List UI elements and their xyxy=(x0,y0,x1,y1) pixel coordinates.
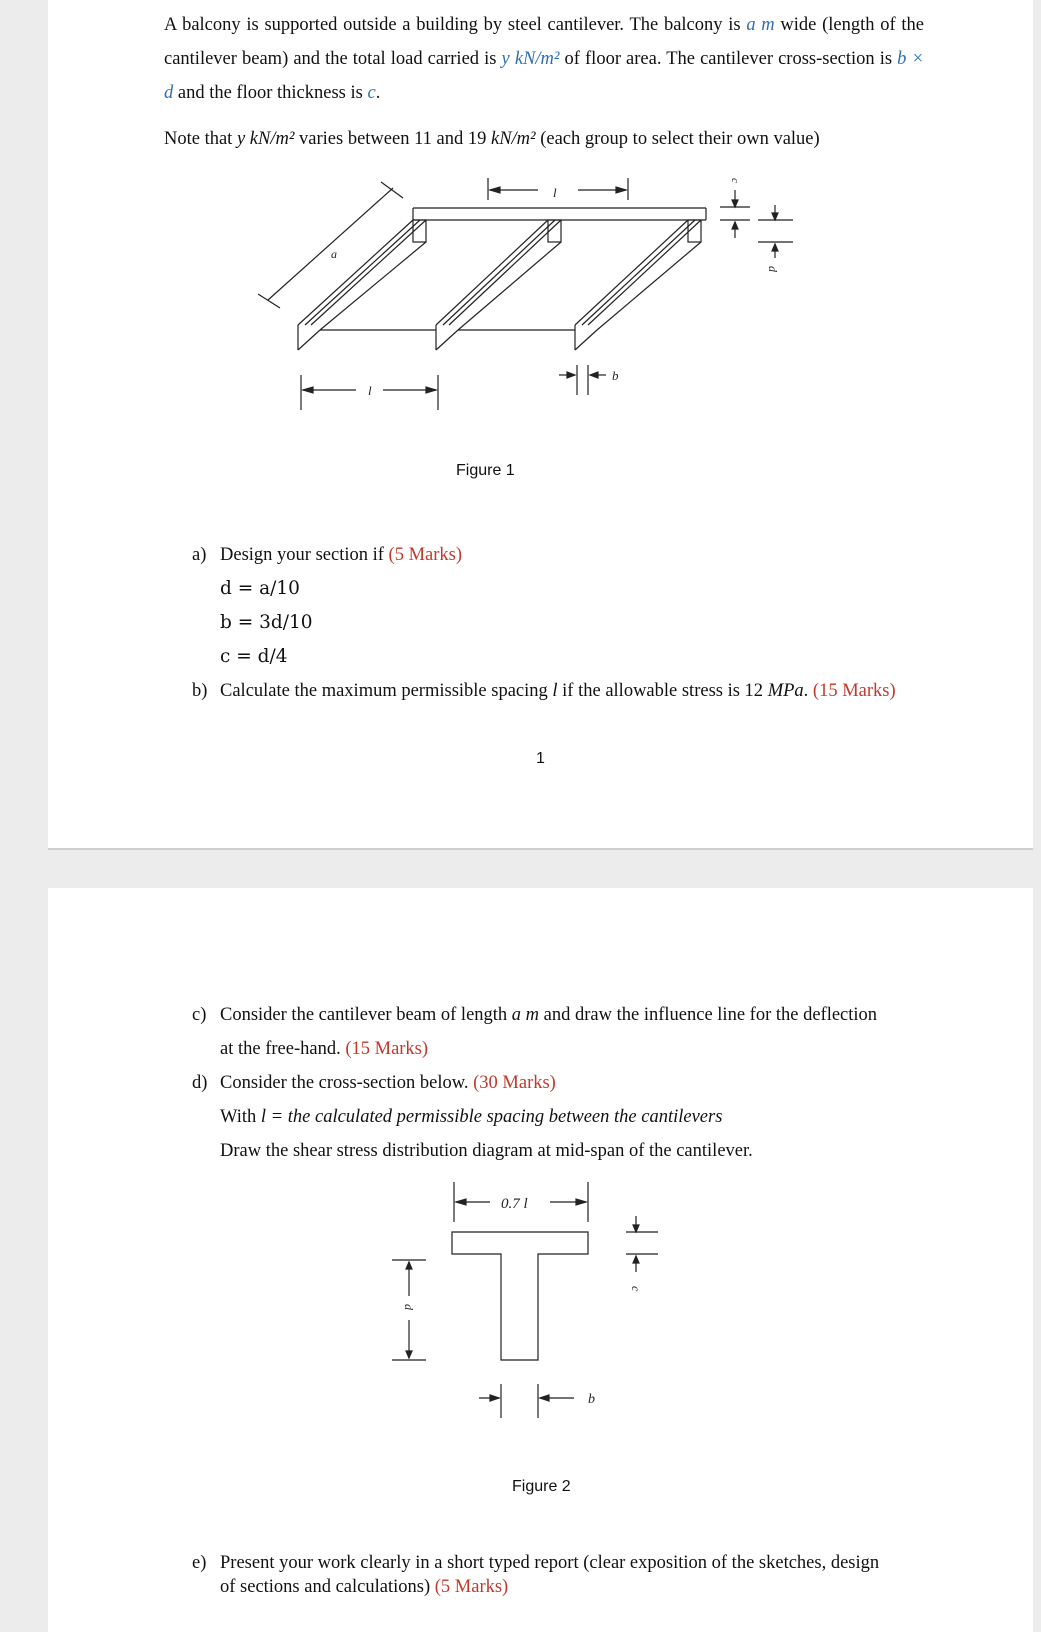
beam-3-edge xyxy=(575,330,597,350)
note-text-1: Note that xyxy=(164,129,237,149)
intro-text-2: wide (length of the cantilever beam) and the total load carried is xyxy=(164,15,924,69)
question-b-var-l: l xyxy=(552,681,558,701)
formula-d: d = a/10 xyxy=(220,578,300,599)
question-c-text-1: Consider the cantilever beam of length xyxy=(220,1005,512,1025)
beam-1-edge xyxy=(298,330,320,350)
formula-b: b = 3d/10 xyxy=(220,612,313,633)
label-l-bottom: l xyxy=(368,383,372,398)
question-a-body: Design your section if xyxy=(220,545,389,565)
note-text-3: (each group to select their own value) xyxy=(535,129,820,149)
question-d-with-equation: l = the calculated permissible spacing between the cantilevers xyxy=(260,1107,723,1127)
label-a: a xyxy=(331,247,337,261)
t-section-outline xyxy=(452,1232,588,1360)
arrow-head xyxy=(576,1199,586,1205)
question-d-label: d) xyxy=(192,1073,208,1093)
question-e-line-1: Present your work clearly in a short typed report (clear exposition of the sketches, design xyxy=(220,1553,880,1573)
beam-1-edge xyxy=(305,220,420,325)
label-c: c xyxy=(729,178,741,183)
label-c: c xyxy=(629,1286,643,1292)
question-d-line-1 xyxy=(220,1066,556,1100)
question-a-label: a) xyxy=(192,545,207,565)
note-paragraph xyxy=(164,122,964,156)
page-2 xyxy=(48,888,1033,1632)
arrow-head xyxy=(732,200,738,207)
question-d-marks: (30 Marks) xyxy=(473,1073,556,1093)
question-e-marks: (5 Marks) xyxy=(434,1577,509,1597)
question-a-marks: (5 Marks) xyxy=(388,545,462,565)
label-l-top: l xyxy=(553,185,557,200)
arrow-head xyxy=(772,213,778,220)
arrow-head xyxy=(616,187,626,193)
question-c xyxy=(192,998,992,1066)
question-d xyxy=(192,1066,992,1168)
question-e-line-2 xyxy=(220,1570,508,1604)
beam-1-edge xyxy=(298,220,413,325)
question-d-text: Consider the cross-section below. xyxy=(220,1073,474,1093)
intro-paragraph xyxy=(164,8,924,110)
arrow-head xyxy=(490,1395,499,1401)
arrow-head xyxy=(540,1395,549,1401)
dim-a-line xyxy=(268,188,393,300)
label-d: d xyxy=(402,1304,416,1310)
arrow-head xyxy=(633,1256,639,1263)
arrow-head xyxy=(567,372,575,378)
question-b-text-2: if the allowable stress is 12 xyxy=(557,681,768,701)
beam-2-edge xyxy=(449,220,561,325)
question-c-label: c) xyxy=(192,1005,207,1025)
arrow-head xyxy=(490,187,500,193)
arrow-head xyxy=(426,387,436,393)
beam-2-edge xyxy=(458,242,561,330)
beam-2-edge xyxy=(443,220,555,325)
question-e-label: e) xyxy=(192,1553,207,1573)
var-c: c xyxy=(367,83,376,103)
arrow-head xyxy=(633,1225,639,1232)
formula-c: c = d/4 xyxy=(220,646,288,667)
label-0.7l: 0.7 l xyxy=(501,1196,528,1212)
beam-2-edge xyxy=(436,220,548,325)
figure-1-caption: Figure 1 xyxy=(456,462,515,479)
page-number: 1 xyxy=(536,750,545,767)
var-bd: b × d xyxy=(164,49,924,103)
question-e xyxy=(192,1546,992,1614)
beam-2-edge xyxy=(436,330,458,350)
dim-tick xyxy=(258,294,280,308)
question-c-var-a: a m xyxy=(511,1005,540,1025)
figure-2-caption: Figure 2 xyxy=(512,1478,571,1495)
label-b: b xyxy=(612,368,619,383)
question-a xyxy=(192,538,952,572)
var-y: y kN/m² xyxy=(501,49,560,69)
question-e-text-2: of sections and calculations) xyxy=(220,1577,435,1597)
question-a-text xyxy=(220,538,462,572)
note-text-2: varies between 11 and 19 xyxy=(294,129,491,149)
question-b xyxy=(192,674,992,708)
question-b-label: b) xyxy=(192,681,208,701)
question-c-text-3: at the free-hand. xyxy=(220,1039,346,1059)
var-a: a m xyxy=(746,15,775,35)
arrow-head xyxy=(590,372,598,378)
beam-3-edge xyxy=(582,220,695,325)
arrow-head xyxy=(303,387,313,393)
question-c-line-2 xyxy=(220,1032,428,1066)
intro-text-3: of floor area. The cantilever cross-section is xyxy=(559,49,898,69)
question-d-with: With xyxy=(220,1107,261,1127)
beam-3-edge xyxy=(588,220,701,325)
arrow-head xyxy=(456,1199,466,1205)
intro-text-1: A balcony is supported outside a building by steel cantilever. The balcony is xyxy=(164,15,747,35)
arrow-head xyxy=(406,1262,412,1269)
question-c-line-1 xyxy=(220,998,877,1032)
label-d: d xyxy=(766,266,780,272)
figure-2-diagram xyxy=(378,1178,738,1438)
figure-1-diagram xyxy=(248,170,888,430)
intro-text-5: . xyxy=(375,83,381,103)
label-b: b xyxy=(588,1392,595,1407)
question-b-text-1: Calculate the maximum permissible spacing xyxy=(220,681,553,701)
page-1 xyxy=(48,0,1033,850)
note-unit: kN/m² xyxy=(490,129,536,149)
arrow-head xyxy=(732,222,738,229)
question-b-unit: MPa xyxy=(767,681,804,701)
beam-1-end xyxy=(413,220,426,242)
question-b-text xyxy=(220,674,896,708)
beam-3-edge xyxy=(597,242,701,330)
beam-3-edge xyxy=(575,220,688,325)
question-c-text-2: and draw the influence line for the deflection xyxy=(539,1005,878,1025)
arrow-head xyxy=(406,1351,412,1358)
beam-1-edge xyxy=(311,220,426,325)
arrow-head xyxy=(772,244,778,251)
question-d-line-2 xyxy=(220,1100,722,1134)
question-c-marks: (15 Marks) xyxy=(345,1039,429,1059)
question-d-line-3: Draw the shear stress distribution diagram at mid-span of the cantilever. xyxy=(220,1141,753,1161)
question-b-text-3: . xyxy=(803,681,813,701)
intro-text-4: and the floor thickness is xyxy=(173,83,368,103)
note-var-y: y kN/m² xyxy=(236,129,295,149)
question-b-marks: (15 Marks) xyxy=(812,681,896,701)
